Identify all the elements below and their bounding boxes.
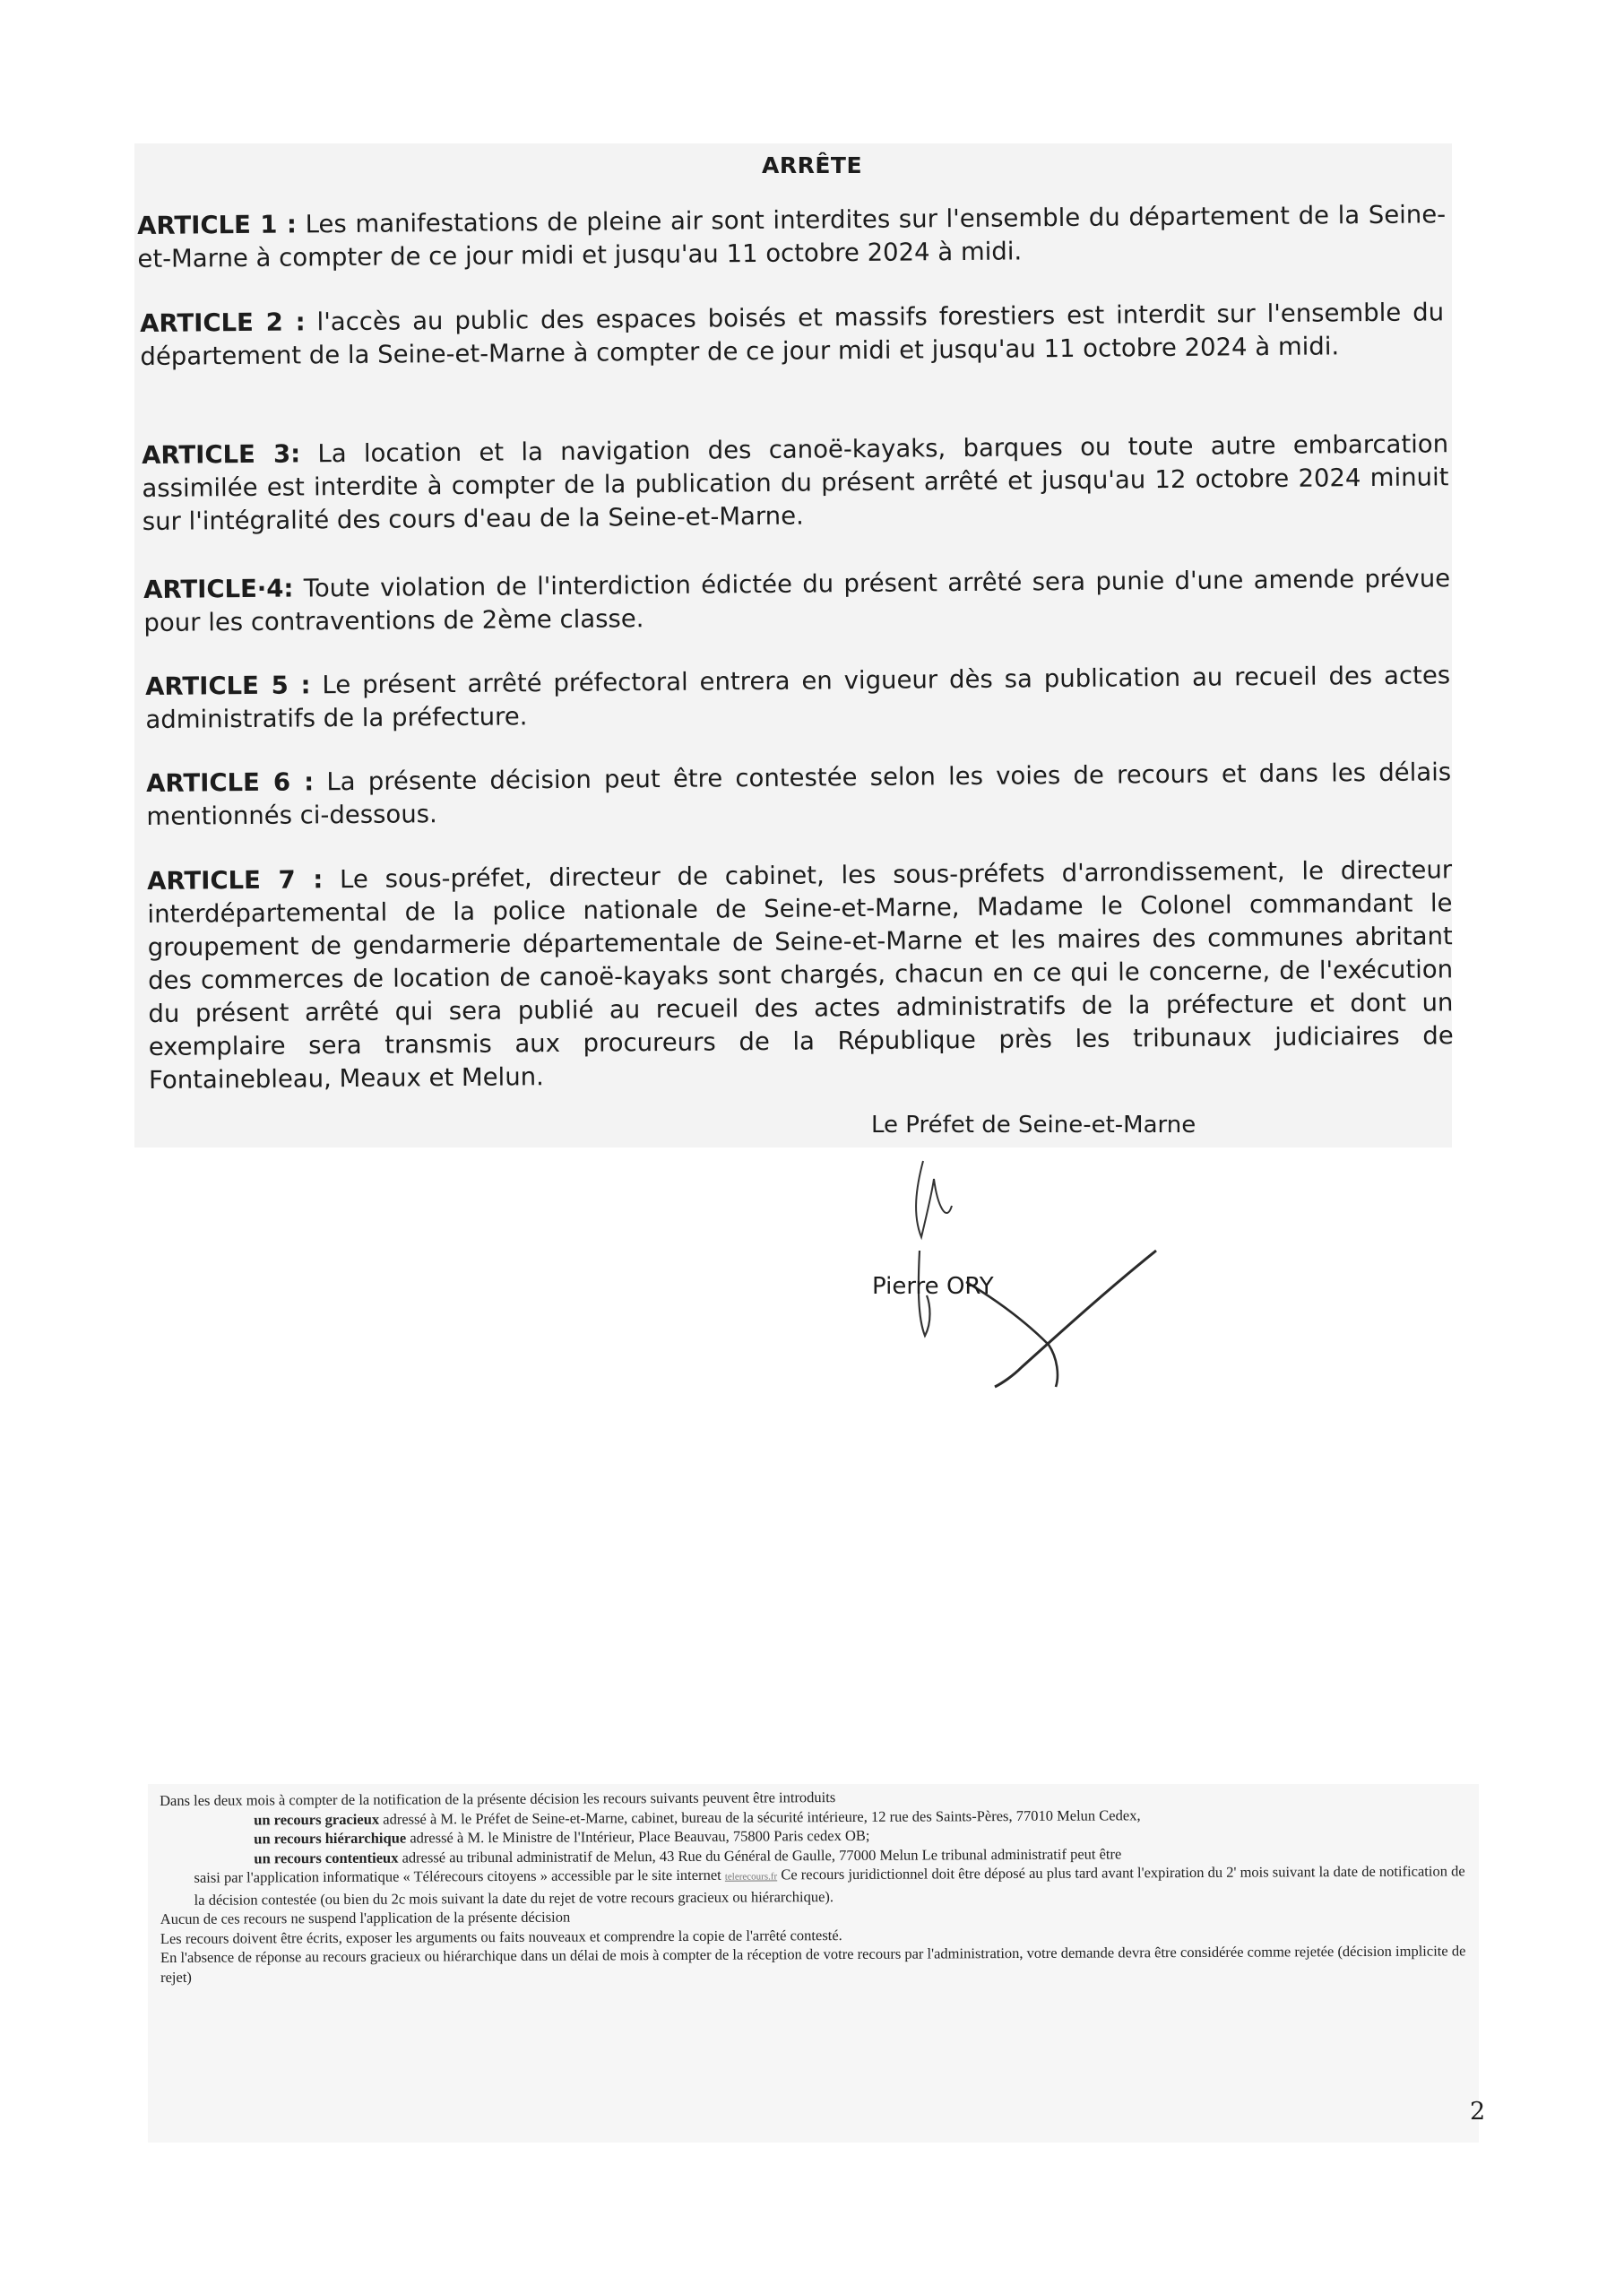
document-title: ARRÊTE (761, 152, 863, 178)
article-label: ARTICLE 2 : (140, 307, 306, 338)
article-text: l'accès au public des espaces boisés et massifs forestiers est interdit sur l'ensemble du département de la Seine-et-Marne à compter de ce jour midi et jusqu'au 11 octobre 2024 à midi. (140, 298, 1445, 371)
article-4 (143, 562, 1451, 640)
article-2 (140, 296, 1445, 374)
article-text: Le présent arrêté préfectoral entrera en vigueur dès sa publication au recueil des actes administratifs de la préfecture. (145, 661, 1451, 734)
article-3 (142, 428, 1449, 539)
appeal-label: un recours hiérarchique (254, 1829, 407, 1848)
appeal-implicit-rejection-note: En l'absence de réponse au recours gracieux ou hiérarchique dans un délai de mois à compter de la réception de votre recours par l'administration, votre demande devra être considérée comme rejetée (décision implicite de rejet) (160, 1942, 1466, 1986)
article-1 (137, 198, 1447, 276)
appeal-label: un recours gracieux (254, 1810, 380, 1828)
telerecours-link[interactable]: telerecours.fr (724, 1871, 778, 1883)
appeal-text: adressé à M. le Préfet de Seine-et-Marne, cabinet, bureau de la sécurité intérieure, 12 rue des Saints-Pères, 77010 Melun Cedex, (379, 1806, 1141, 1828)
appeal-notice (160, 1784, 1469, 1987)
appeal-text: Ce recours juridictionnel doit être déposé au plus tard avant l'expiration du 2' mois suivant la date de notification de la décision contestée (ou bien du 2c mois suivant la date du rejet de votre recours gracieux ou hiérarchique). (194, 1862, 1465, 1909)
article-6 (146, 756, 1452, 834)
article-text: Les manifestations de pleine air sont interdites sur l'ensemble du département de la Seine-et-Marne à compter de ce jour midi et jusqu'au 11 octobre 2024 à midi. (137, 200, 1447, 273)
appeal-contentieux-details (160, 1861, 1468, 1910)
article-label: ARTICLE·4: (143, 574, 294, 604)
appeal-suspend-note: Aucun de ces recours ne suspend l'application de la présente décision (160, 1908, 571, 1927)
article-label: ARTICLE 6 : (146, 767, 315, 798)
appeal-text: adressé au tribunal administratif de Melun, 43 Rue du Général de Gaulle, 77000 Melun Le tribunal administratif peut être (398, 1844, 1122, 1866)
article-label: ARTICLE 5 : (145, 671, 311, 701)
appeal-intro: Dans les deux mois à compter de la notification de la présente décision les recours suivants peuvent être introduits (160, 1788, 836, 1809)
prefet-title: Le Préfet de Seine-et-Marne (871, 1112, 1196, 1139)
article-text: La location et la navigation des canoë-kayaks, barques ou toute autre embarcation assimilée est interdite à compter de la publication du présent arrêté et jusqu'au 12 octobre 2024 minuit sur l'intégralité des cours d'eau de la Seine-et-Marne. (142, 429, 1449, 536)
signer-name: Pierre ORY (872, 1273, 994, 1300)
page-number: 2 (1470, 2098, 1486, 2126)
article-label: ARTICLE 7 : (147, 865, 324, 896)
appeal-label: un recours contentieux (254, 1849, 399, 1866)
article-text: Le sous-préfet, directeur de cabinet, les sous-préfets d'arrondissement, le directeur interdépartemental de la police nationale de Seine-et-Marne, Madame le Colonel commandant le groupement de gendarmerie départementale de Seine-et-Marne et les maires des communes abritant des commerces de location de canoë-kayaks sont chargés, chacun en ce qui le concerne, de l'exécution du présent arrêté qui sera publié au recueil des actes administratifs de la préfecture et dont un exemplaire sera transmis aux procureurs de la République près les tribunaux judiciaires de Fontainebleau, Meaux et Melun. (147, 855, 1454, 1095)
appeal-text: saisi par l'application informatique « Télérecours citoyens » accessible par le site internet (194, 1866, 725, 1886)
article-label: ARTICLE 1 : (137, 210, 298, 240)
article-5 (145, 659, 1451, 737)
appeal-written-note: Les recours doivent être écrits, exposer les arguments ou faits nouveaux et comprendre la copie de l'arrêté contesté. (160, 1926, 842, 1947)
article-7 (147, 853, 1454, 1097)
appeal-text: adressé à M. le Ministre de l'Intérieur, Place Beauvau, 75800 Paris cedex OB; (406, 1826, 870, 1847)
article-label: ARTICLE 3: (142, 439, 301, 470)
article-text: Toute violation de l'interdiction édictée du présent arrêté sera punie d'une amende prévue pour les contraventions de 2ème classe. (143, 564, 1451, 637)
article-text: La présente décision peut être contestée selon les voies de recours et dans les délais mentionnés ci-dessous. (146, 758, 1452, 831)
